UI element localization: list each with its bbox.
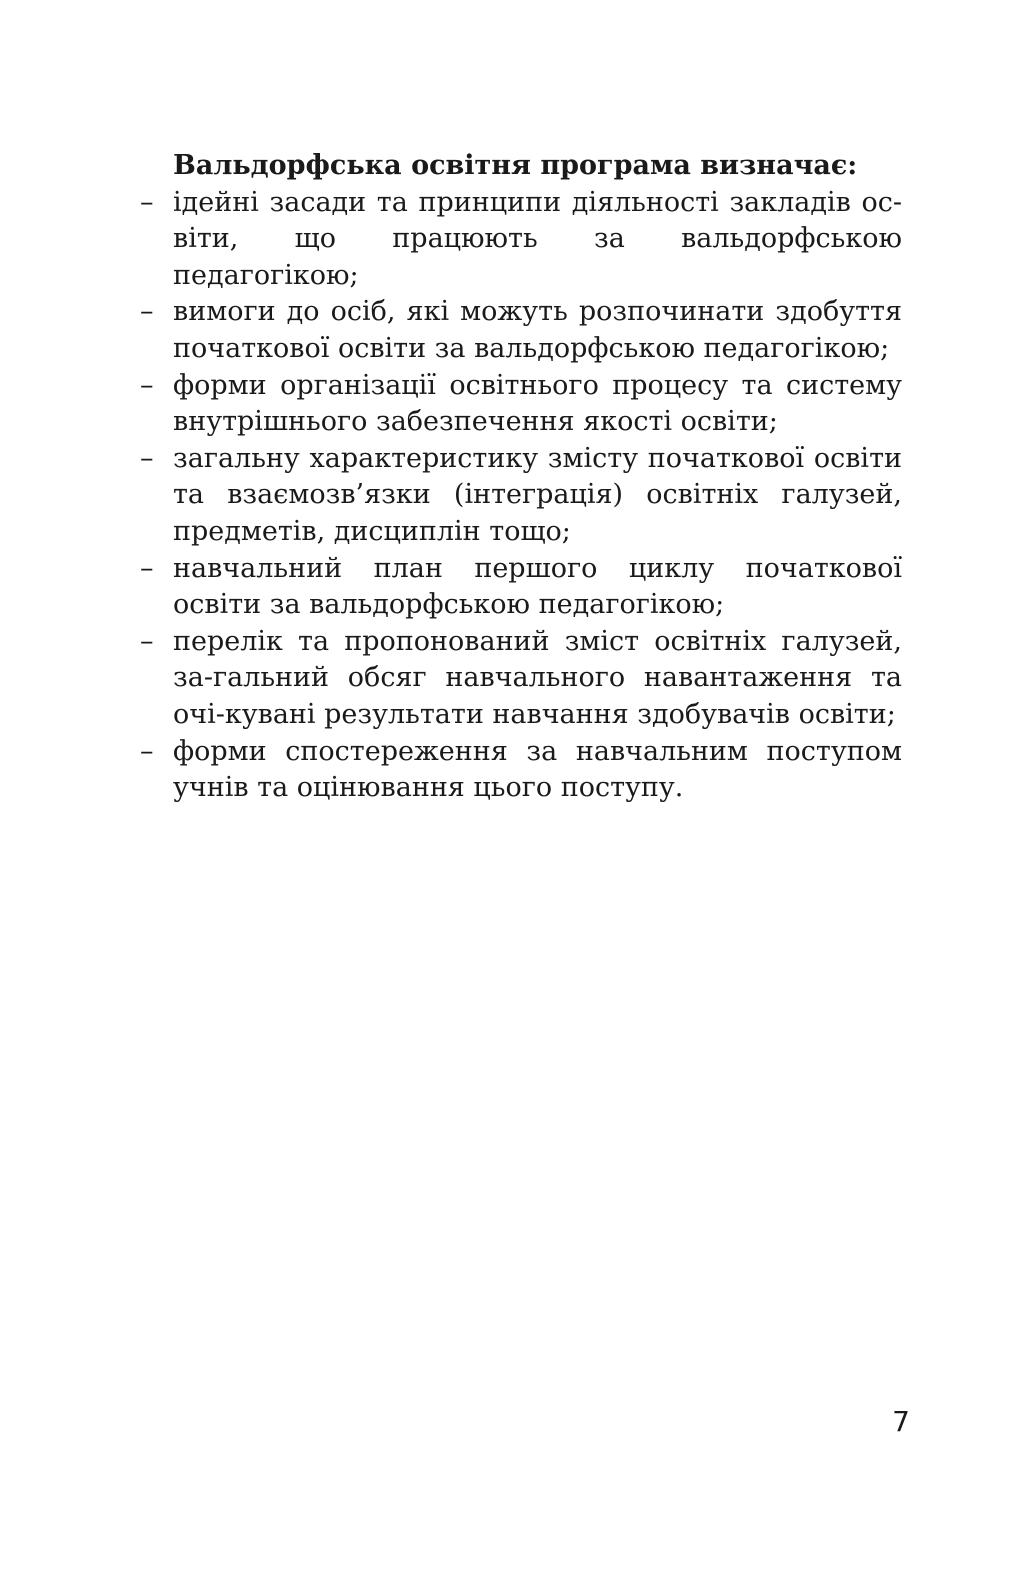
list-item: [140, 294, 902, 367]
list-item-text: вимоги до осіб, які можуть розпочинати здобуття початкової освіти за вальдорфською педагогікою;: [173, 296, 902, 364]
list-item-text: форми спостереження за навчальним поступом учнів та оцінювання цього поступу.: [173, 735, 902, 804]
intro-heading: Вальдорфська освітня програма визначає:: [173, 150, 858, 181]
list-item: [140, 185, 902, 295]
list-item-text: загальну характеристику змісту початкової освіти та взаємозв’язки (інтеграція) освітніх галузей, предметів, дисциплін тощо;: [173, 442, 902, 547]
page-number: 7: [892, 1405, 910, 1438]
dash-marker: –: [140, 735, 154, 767]
list-item: [140, 441, 902, 551]
list-item: [140, 551, 902, 624]
dash-marker: –: [140, 552, 154, 584]
list-item: [140, 624, 902, 734]
document-body: [140, 148, 902, 807]
list-item-text: перелік та пропонований зміст освітніх галузей, за-гальний обсяг навчального навантаження та очі-кувані результати навчання здобувачів освіти;: [173, 625, 902, 730]
dash-marker: –: [140, 442, 154, 474]
dash-marker: –: [140, 369, 154, 401]
dash-marker: –: [140, 296, 154, 328]
list-item: [140, 734, 902, 807]
list-item-text: ідейні засади та принципи діяльності закладів ос-віти, що працюють за вальдорфською педагогікою;: [173, 186, 902, 291]
requirements-list: [140, 185, 902, 807]
list-item: [140, 368, 902, 441]
list-item-text: форми організації освітнього процесу та систему внутрішнього забезпечення якості освіти;: [173, 369, 902, 438]
dash-marker: –: [140, 625, 154, 657]
list-item-text: навчальний план першого циклу початкової освіти за вальдорфською педагогікою;: [173, 552, 902, 621]
dash-marker: –: [140, 186, 154, 218]
